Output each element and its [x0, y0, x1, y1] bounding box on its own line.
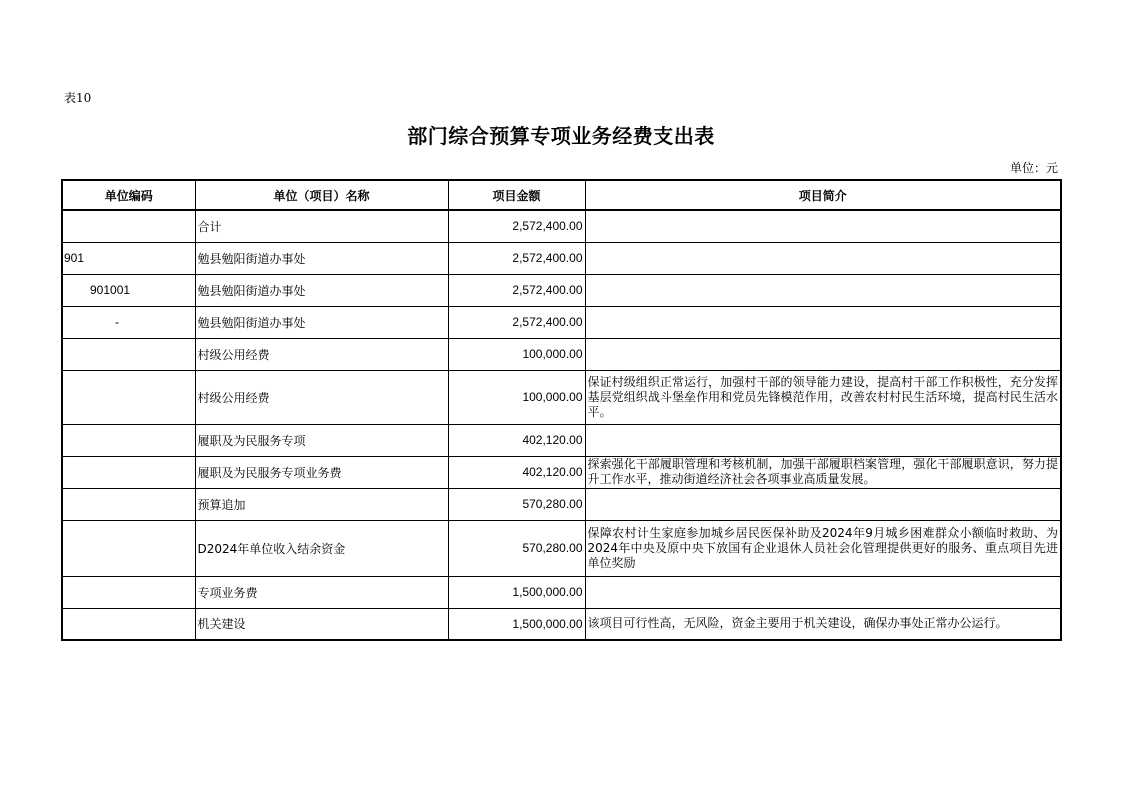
table-row: [62, 424, 1061, 456]
cell-name: 专项业务费: [195, 576, 448, 608]
cell-amount: 2,572,400.00: [448, 306, 585, 338]
cell-amount: 570,280.00: [448, 488, 585, 520]
table-row: [62, 456, 1061, 488]
table-row: [62, 338, 1061, 370]
table-row: [62, 306, 1061, 338]
cell-name: 合计: [195, 210, 448, 242]
page-title: 部门综合预算专项业务经费支出表: [407, 124, 715, 148]
table-row-total: [62, 210, 1061, 242]
cell-amount: 402,120.00: [448, 424, 585, 456]
unit-label: 单位：元: [1009, 161, 1058, 175]
cell-amount: 100,000.00: [448, 370, 585, 424]
cell-desc: [585, 576, 1061, 608]
table-row: [62, 608, 1061, 640]
table-row: [62, 488, 1061, 520]
cell-desc: 探索强化干部履职管理和考核机制，加强干部履职档案管理，强化干部履职意识，努力提升工作水平，推动街道经济社会各项事业高质量发展。: [585, 456, 1061, 488]
header-description: 项目简介: [585, 180, 1061, 210]
cell-desc: [585, 488, 1061, 520]
cell-desc: 该项目可行性高，无风险，资金主要用于机关建设，确保办事处正常办公运行。: [585, 608, 1061, 640]
cell-desc: 保证村级组织正常运行，加强村干部的领导能力建设，提高村干部工作积极性，充分发挥基层党组织战斗堡垒作用和党员先锋模范作用，改善农村村民生活环境，提高村民生活水平。: [585, 370, 1061, 424]
table-row: [62, 242, 1061, 274]
cell-name: 勉县勉阳街道办事处: [195, 242, 448, 274]
cell-name: 村级公用经费: [195, 370, 448, 424]
header-unit-code: 单位编码: [62, 180, 195, 210]
cell-desc: 保障农村计生家庭参加城乡居民医保补助及2024年9月城乡困难群众小额临时救助、为2024年中央及原中央下放国有企业退休人员社会化管理提供更好的服务、重点项目先进单位奖励: [585, 520, 1061, 576]
header-amount: 项目金额: [448, 180, 585, 210]
cell-code: [62, 520, 195, 576]
cell-name: 履职及为民服务专项业务费: [195, 456, 448, 488]
cell-name: 勉县勉阳街道办事处: [195, 274, 448, 306]
cell-code: [62, 338, 195, 370]
table-row: [62, 576, 1061, 608]
cell-amount: 570,280.00: [448, 520, 585, 576]
cell-amount: 2,572,400.00: [448, 242, 585, 274]
cell-name: 村级公用经费: [195, 338, 448, 370]
table-row: [62, 274, 1061, 306]
cell-amount: 2,572,400.00: [448, 210, 585, 242]
cell-name: 勉县勉阳街道办事处: [195, 306, 448, 338]
cell-code: [62, 424, 195, 456]
table-header-row: [62, 180, 1061, 210]
cell-name: 机关建设: [195, 608, 448, 640]
table-row: [62, 370, 1061, 424]
cell-desc: [585, 306, 1061, 338]
header-unit-name: 单位（项目）名称: [195, 180, 448, 210]
cell-desc: [585, 274, 1061, 306]
cell-code: [62, 210, 195, 242]
cell-code: [62, 576, 195, 608]
cell-name: D2024年单位收入结余资金: [195, 520, 448, 576]
cell-amount: 1,500,000.00: [448, 608, 585, 640]
cell-amount: 1,500,000.00: [448, 576, 585, 608]
cell-code: -: [62, 306, 195, 338]
cell-name: 预算追加: [195, 488, 448, 520]
cell-desc: [585, 338, 1061, 370]
cell-desc: [585, 210, 1061, 242]
cell-amount: 100,000.00: [448, 338, 585, 370]
cell-desc: [585, 424, 1061, 456]
cell-code: 901001: [62, 274, 195, 306]
cell-code: [62, 488, 195, 520]
expenditure-table: [61, 179, 1062, 641]
table-row: [62, 520, 1061, 576]
cell-code: [62, 456, 195, 488]
cell-code: [62, 370, 195, 424]
table-number: 表10: [64, 91, 92, 105]
cell-code: [62, 608, 195, 640]
cell-amount: 2,572,400.00: [448, 274, 585, 306]
cell-desc: [585, 242, 1061, 274]
cell-name: 履职及为民服务专项: [195, 424, 448, 456]
cell-amount: 402,120.00: [448, 456, 585, 488]
cell-code: 901: [62, 242, 195, 274]
